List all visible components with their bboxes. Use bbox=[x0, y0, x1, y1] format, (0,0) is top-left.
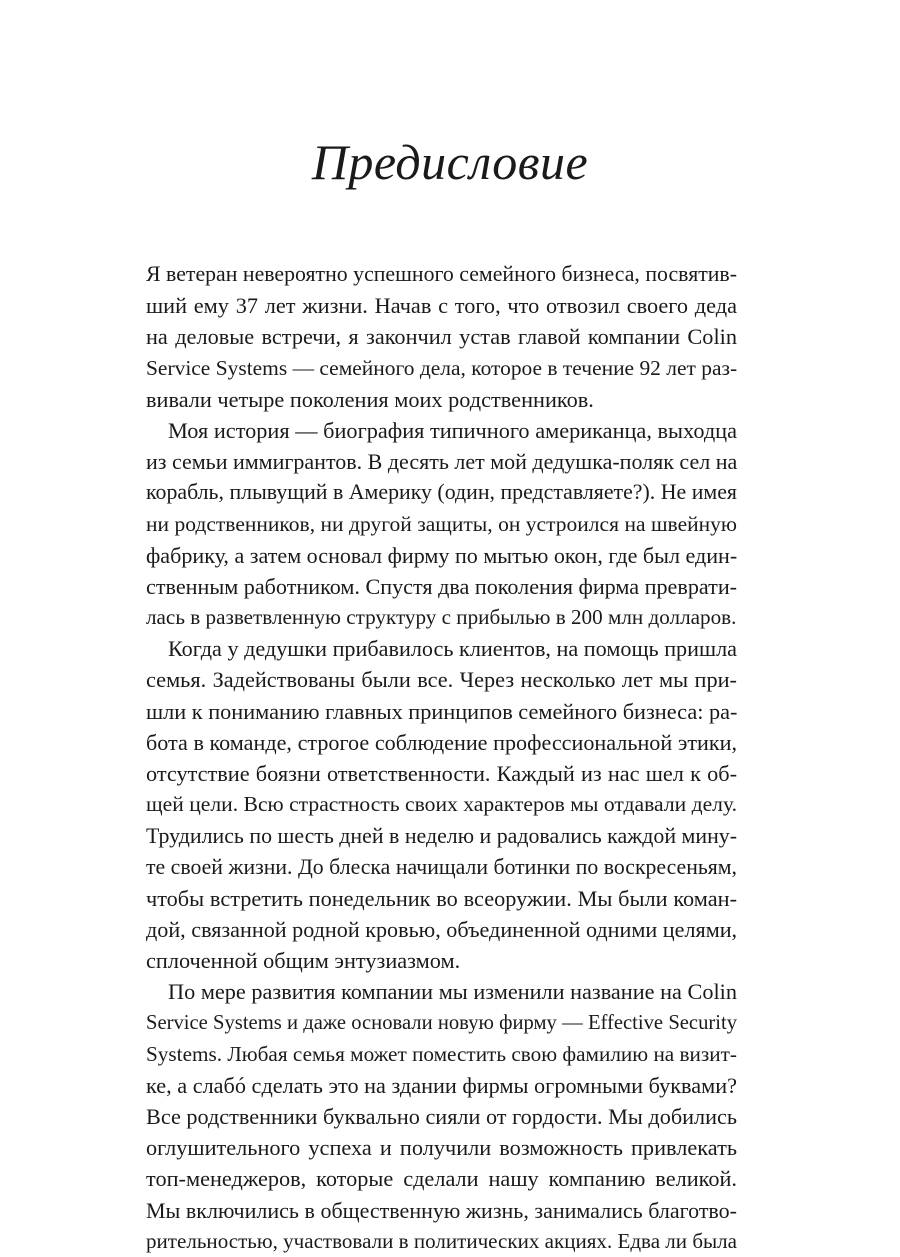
text-line: фабрику, а затем основал фирму по мытью окон, где был един- bbox=[146, 542, 738, 568]
text-line: ке, а слабó сделать это на здании фирмы огромными буквами? bbox=[146, 1072, 737, 1098]
text-line: Когда у дедушки прибавилось клиентов, на помощь пришла bbox=[168, 636, 737, 662]
text-line: сплоченной общим энтузиазмом. bbox=[146, 948, 461, 974]
text-line: Я ветеран невероятно успешного семейного бизнеса, посвятив- bbox=[146, 262, 737, 286]
text-line: Все родственники буквально сияли от гордости. Мы добились bbox=[146, 1104, 737, 1130]
text-line: корабль, плывущий в Америку (один, представляете?). Не имея bbox=[146, 480, 737, 505]
text-line: оглушительного успеха и получили возможность привлекать bbox=[146, 1135, 737, 1161]
text-line: на деловые встречи, я закончил устав главой компании Colin bbox=[146, 324, 737, 350]
paragraph bbox=[146, 633, 737, 976]
text-line: из семьи иммигрантов. В десять лет мой дедушка-поляк сел на bbox=[146, 449, 738, 475]
text-line: Systems. Любая семья может поместить свою фамилию на визит- bbox=[146, 1041, 737, 1066]
text-line: отсутствие боязни ответственности. Каждый из нас шел к об- bbox=[146, 761, 737, 786]
text-line: ший ему 37 лет жизни. Начав с того, что отвозил своего деда bbox=[146, 293, 737, 319]
text-line: топ-менеджеров, которые сделали нашу компанию великой. bbox=[146, 1166, 737, 1192]
text-line: щей цели. Всю страстность своих характеров мы отдавали делу. bbox=[146, 792, 737, 817]
text-line: те своей жизни. До блеска начищали ботинки по воскресеньям, bbox=[146, 854, 737, 879]
paragraph bbox=[146, 976, 737, 1257]
text-line: шли к пониманию главных принципов семейного бизнеса: ра- bbox=[146, 698, 738, 724]
chapter-body bbox=[146, 259, 737, 1257]
text-line: Моя история — биография типичного американца, выходца bbox=[168, 417, 737, 443]
text-line: По мере развития компании мы изменили название на Colin bbox=[168, 979, 737, 1005]
text-line: Мы включились в общественную жизнь, занимались благотво- bbox=[146, 1197, 737, 1223]
text-line: Service Systems — семейного дела, которое в течение 92 лет раз- bbox=[146, 355, 738, 380]
text-line: чтобы встретить понедельник во всеоружии. Мы были коман- bbox=[146, 885, 737, 911]
text-line: дой, связанной родной кровью, объединенной одними целями, bbox=[146, 916, 738, 942]
paragraph bbox=[146, 259, 737, 415]
text-line: вивали четыре поколения моих родственников. bbox=[146, 386, 594, 412]
text-line: Трудились по шесть дней в неделю и радовались каждой мину- bbox=[146, 823, 737, 849]
text-line: бота в команде, строгое соблюдение профессиональной этики, bbox=[146, 729, 737, 755]
text-line: ственным работником. Спустя два поколения фирма преврати- bbox=[146, 573, 738, 599]
text-line: лась в разветвленную структуру с прибылью в 200 млн долларов. bbox=[146, 605, 737, 630]
text-line: рительностью, участвовали в политических акциях. Едва ли была bbox=[146, 1228, 738, 1253]
text-line: ни родственников, ни другой защиты, он устроился на швейную bbox=[146, 511, 737, 536]
paragraph bbox=[146, 415, 737, 633]
text-line: Service Systems и даже основали новую фирму — Effective Security bbox=[146, 1011, 737, 1034]
text-line: семья. Задействованы были все. Через несколько лет мы при- bbox=[146, 667, 737, 693]
chapter-title: Предисловие bbox=[311, 134, 589, 190]
